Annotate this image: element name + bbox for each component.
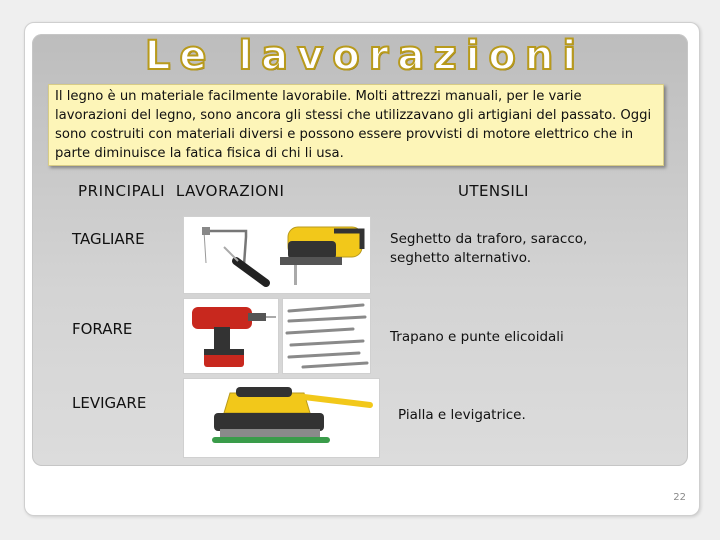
operation-levigare: LEVIGARE — [72, 394, 147, 412]
orbital-sander-icon — [212, 387, 370, 443]
saw-photo — [183, 216, 371, 294]
fretsaw-icon — [202, 227, 266, 283]
slide-number: 22 — [673, 492, 686, 503]
slide-title: Le lavorazioni — [144, 33, 586, 79]
operation-tagliare: TAGLIARE — [72, 230, 145, 248]
drill-bits-photo — [282, 298, 371, 374]
intro-text-box: Il legno è un materiale facilmente lavorabile. Molti attrezzi manuali, per le varie lavorazioni del legno, sono ancora gli stessi che utilizzavano gli artigiani del passato. Oggi sono costruiti con materiali diversi e possono essere provvisti di motore elettrico che in parte diminuisce la fatica fisica di chi li usa. — [48, 84, 664, 166]
drill-photo — [183, 298, 279, 374]
sander-photo — [183, 378, 380, 458]
header-utensili: UTENSILI — [458, 182, 529, 200]
tools-forare: Trapano e punte elicoidali — [390, 329, 564, 345]
tools-levigare: Pialla e levigatrice. — [398, 407, 526, 423]
header-principali-lavorazioni: PRINCIPALI LAVORAZIONI — [78, 182, 285, 200]
tools-tagliare: Seghetto da traforo, saracco, seghetto alternativo. — [390, 231, 588, 266]
jigsaw-icon — [280, 227, 362, 285]
drill-icon — [192, 307, 276, 367]
drill-bits-icon — [287, 305, 367, 367]
operation-forare: FORARE — [72, 320, 133, 338]
